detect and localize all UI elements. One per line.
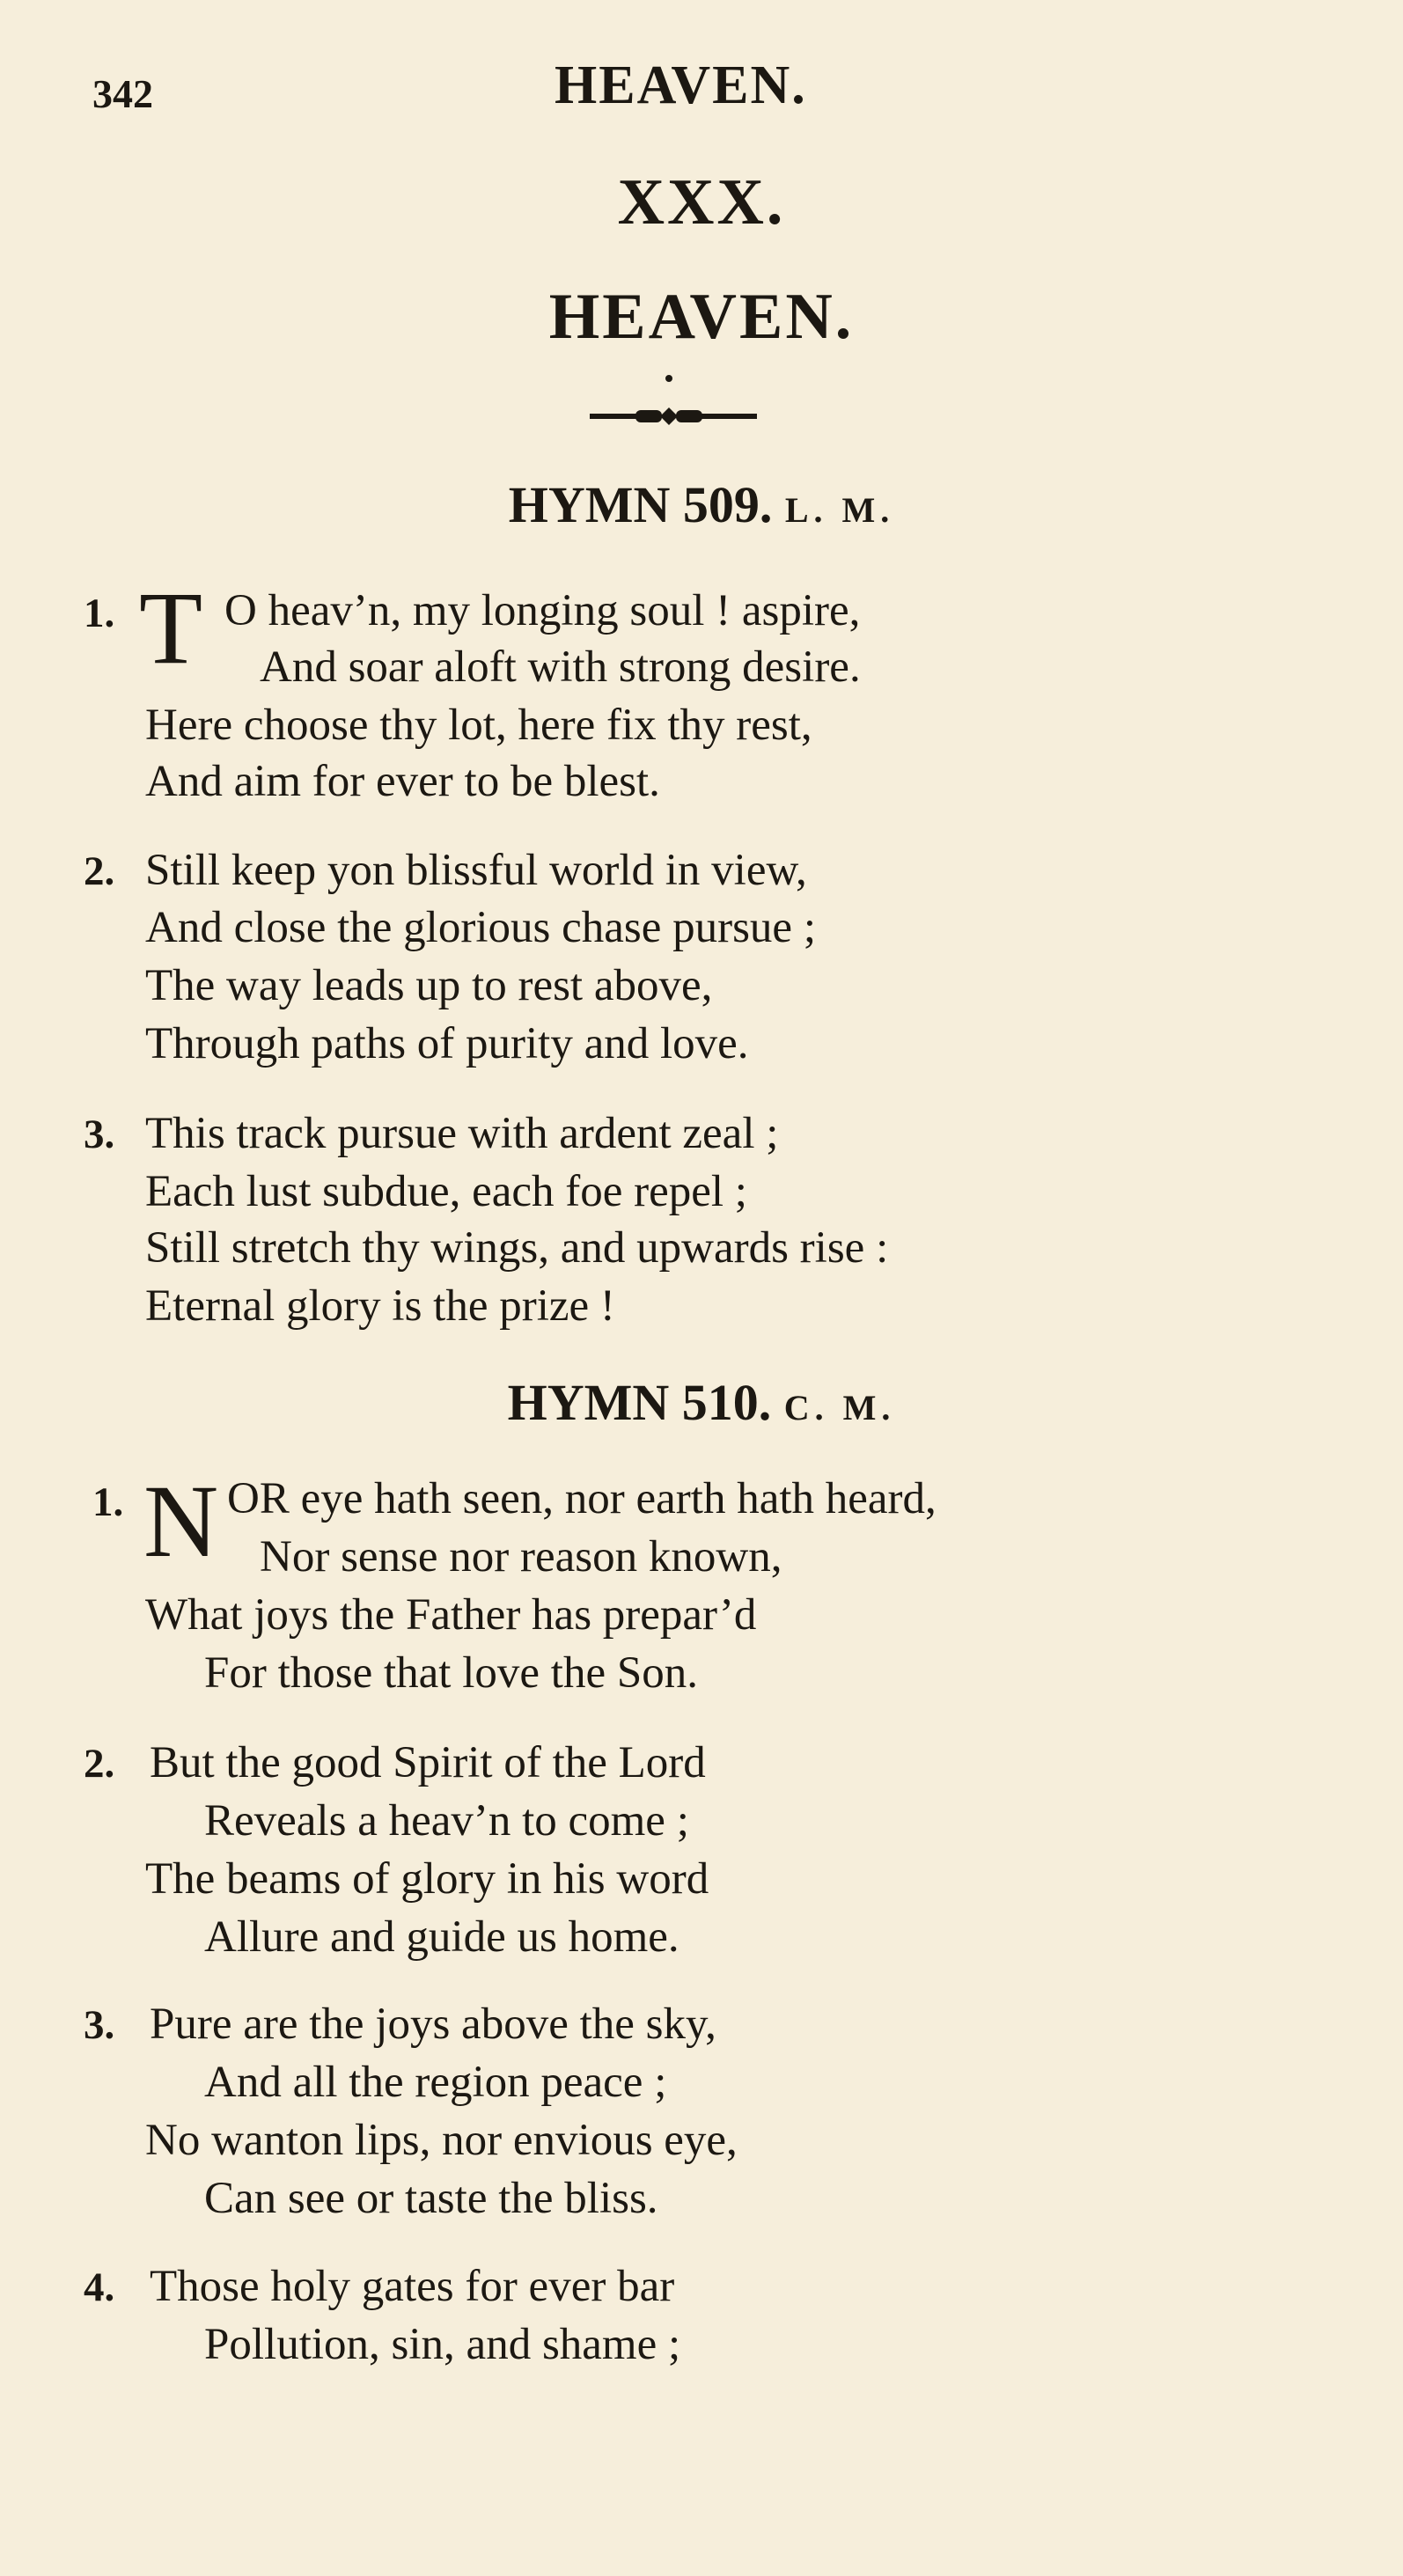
hymn-meter: L. M.	[784, 490, 895, 530]
verse-line: Eternal glory is the prize !	[145, 1281, 615, 1331]
verse-line: Nor sense nor reason known,	[260, 1532, 782, 1582]
verse-number: 2.	[84, 1741, 115, 1787]
verse-number: 3.	[84, 2002, 115, 2048]
verse-number: 1.	[92, 1479, 124, 1525]
verse-line: The way leads up to rest above,	[145, 961, 713, 1010]
hymn-heading	[0, 1373, 1403, 1432]
hymn-heading	[0, 475, 1403, 534]
running-head	[0, 53, 1403, 123]
verse-number: 2.	[84, 848, 115, 894]
section-title: HEAVEN.	[548, 281, 855, 353]
verse-line: And soar aloft with strong desire.	[260, 642, 861, 692]
verse-number: 4.	[84, 2264, 115, 2310]
hymn-meter: C. M.	[783, 1388, 896, 1427]
verse-line: Reveals a heav’n to come ;	[204, 1796, 689, 1846]
verse-line: And all the region peace ;	[204, 2058, 667, 2107]
verse-line: This track pursue with ardent zeal ;	[145, 1109, 779, 1158]
ornament-rule-icon	[581, 370, 810, 440]
drop-cap: T	[139, 570, 203, 686]
verse-line: What joys the Father has prepar’d	[145, 1590, 757, 1640]
verse-line: Can see or taste the bliss.	[204, 2174, 658, 2223]
page-number: 342	[92, 71, 153, 116]
verse-number: 3.	[84, 1112, 115, 1157]
running-title: HEAVEN.	[555, 55, 807, 115]
verse-line: Through paths of purity and love.	[145, 1019, 749, 1068]
verse-line: O heav’n, my longing soul ! aspire,	[224, 586, 861, 635]
verse-line: And aim for ever to be blest.	[145, 757, 660, 806]
verse-line: Allure and guide us home.	[204, 1912, 679, 1962]
verse-line: Still keep yon blissful world in view,	[145, 846, 807, 895]
hymn-title: HYMN 510.	[507, 1374, 772, 1431]
verse-line: No wanton lips, nor envious eye,	[145, 2116, 738, 2165]
verse-line: The beams of glory in his word	[145, 1854, 709, 1904]
section-number: XXX.	[617, 166, 786, 239]
drop-cap: N	[143, 1464, 219, 1579]
verse-line: Pollution, sin, and shame ;	[204, 2320, 681, 2369]
verse-line: Still stretch thy wings, and upwards rise :	[145, 1223, 889, 1273]
verse-line: For those that love the Son.	[204, 1648, 698, 1698]
verse-line: Those holy gates for ever bar	[150, 2262, 675, 2311]
verse-number: 1.	[84, 591, 115, 636]
hymn-title: HYMN 509.	[508, 476, 773, 533]
verse-line: Each lust subdue, each foe repel ;	[145, 1167, 747, 1216]
verse-line: Pure are the joys above the sky,	[150, 2000, 716, 2049]
verse-line: But the good Spirit of the Lord	[150, 1738, 706, 1787]
verse-line: And close the glorious chase pursue ;	[145, 903, 816, 952]
verse-line: Here choose thy lot, here fix thy rest,	[145, 701, 812, 750]
verse-line: OR eye hath seen, nor earth hath heard,	[227, 1474, 937, 1523]
